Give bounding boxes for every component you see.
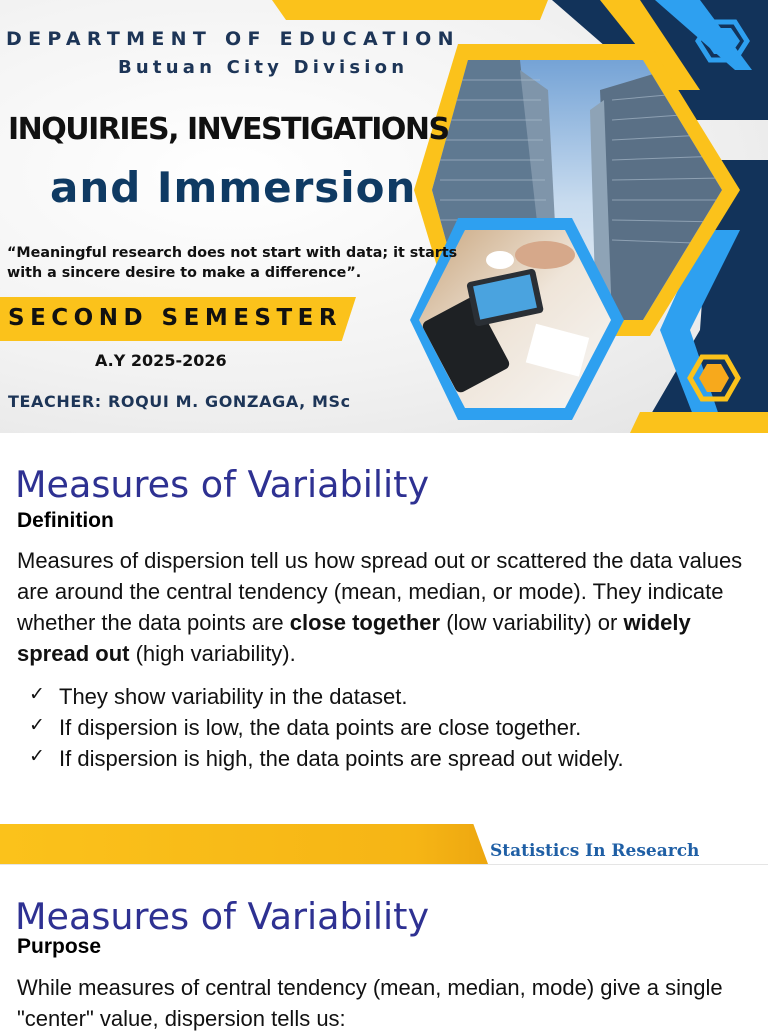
para-text-mid: (low variability) or [440,610,624,635]
list-item [29,743,624,774]
slide2-title: Measures of Variability [15,895,430,938]
slide1-bullet-list [29,681,624,774]
teacher-name: TEACHER: ROQUI M. GONZAGA, MSc [8,392,351,411]
slide1-paragraph [17,545,745,669]
top-gold-strip [272,0,548,20]
slide1-subtitle: Definition [17,509,114,532]
slide1-title: Measures of Variability [15,463,430,506]
academic-year: A.Y 2025-2026 [95,351,227,370]
footer-divider [0,864,768,865]
division-heading: Butuan City Division [118,57,409,78]
course-title-line1: INQUIRIES, INVESTIGATIONS [8,112,449,147]
research-quote: “Meaningful research does not start with data; it starts with a sincere desire to make a difference”. [7,245,458,281]
para-text-end: (high variability). [129,641,296,666]
course-title-line2: and Immersion [50,163,417,212]
cover-banner [0,0,768,433]
footer-label: Statistics In Research [490,841,700,861]
list-item [29,681,624,712]
para-bold-close: close together [289,610,441,635]
para-text-intro: Measures of dispersion tell us how spread out or scattered the data values are around the central tendency (mean, median, or mode). They indicate whether the data points are [17,548,743,635]
bullet-text: They show variability in the dataset. [59,684,408,709]
slide2-paragraph: While measures of central tendency (mean, median, mode) give a single "center" value, dispersion tells us: [17,975,723,1031]
slide2-subtitle: Purpose [17,935,102,958]
gold-stripe-bottom [630,412,768,433]
department-heading: DEPARTMENT OF EDUCATION [6,28,460,50]
check-icon: ✓ [29,714,45,736]
bullet-text: If dispersion is low, the data points are close together. [59,715,582,740]
footer-gold-bar [0,824,488,864]
para-bold-spread: widely spread out [17,610,691,666]
list-item [29,712,624,743]
bullet-text: If dispersion is high, the data points are spread out widely. [59,746,624,771]
check-icon: ✓ [29,683,45,705]
semester-label: SECOND SEMESTER [8,305,343,331]
check-icon: ✓ [29,745,45,767]
